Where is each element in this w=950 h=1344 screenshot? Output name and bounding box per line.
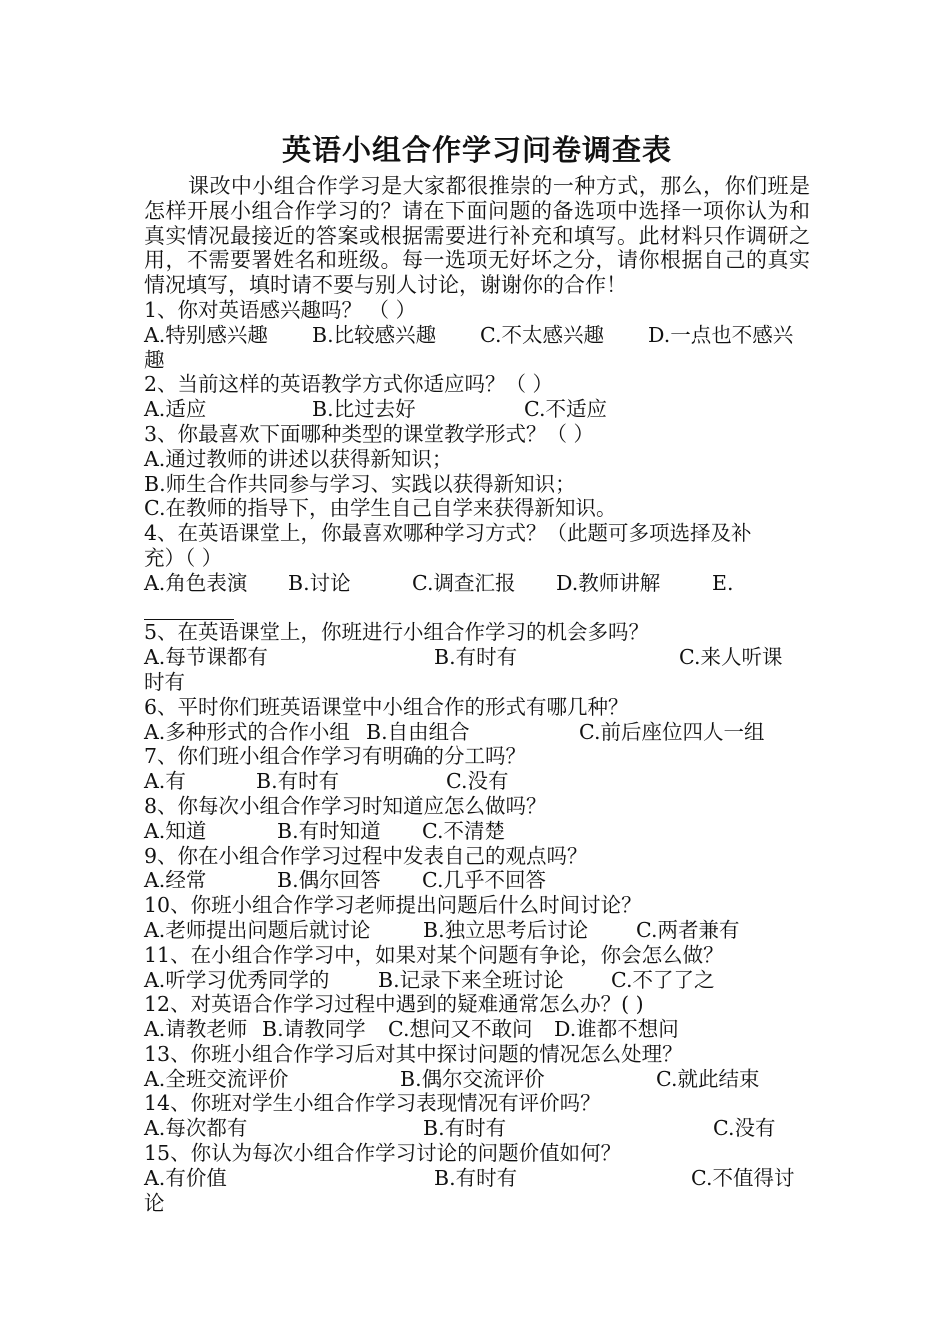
option-c: C.不适应 [524, 397, 607, 422]
question-6: 6、平时你们班英语课堂中小组合作的形式有哪几种？ [144, 694, 629, 719]
question-3-option-b: B.师生合作共同参与学习、实践以获得新知识； [144, 471, 576, 496]
option-e: E. [712, 570, 734, 595]
option-a: A.请教老师 [144, 1017, 248, 1042]
question-13-options [144, 1067, 810, 1092]
question-11-options [144, 968, 810, 993]
option-c: C.来人听课 [679, 645, 783, 670]
option-a: A.有 [144, 769, 186, 794]
fill-in-blank-line[interactable] [144, 596, 234, 621]
question-2-options [144, 397, 810, 422]
question-9: 9、你在小组合作学习过程中发表自己的观点吗？ [144, 843, 588, 868]
option-b: B.记录下来全班讨论 [378, 967, 564, 992]
question-5-options [144, 645, 810, 670]
option-d: D.谁都不想问 [554, 1017, 679, 1042]
option-b: B.偶尔回答 [277, 868, 381, 893]
option-c: C.想问又不敢问 [388, 1017, 533, 1042]
question-15-options [144, 1166, 810, 1191]
question-14: 14、你班对学生小组合作学习表现情况有评价吗？ [144, 1091, 601, 1116]
option-b: B.讨论 [288, 570, 351, 595]
question-12: 12、对英语合作学习过程中遇到的疑难通常怎么办？( ) [144, 992, 644, 1017]
question-4: 4、在英语课堂上，你最喜欢哪种学习方式？（此题可多项选择及补 [144, 521, 752, 546]
option-a: A.经常 [144, 868, 207, 893]
option-b: B.比过去好 [312, 397, 416, 422]
option-c: C.不清楚 [422, 818, 505, 843]
option-a: A.多种形式的合作小组 [144, 719, 350, 744]
option-c: C.前后座位四人一组 [579, 719, 765, 744]
option-b: B.有时有 [434, 1165, 518, 1190]
document-title: 英语小组合作学习问卷调查表 [281, 133, 672, 167]
question-list [144, 298, 810, 1215]
question-1-options-continued: 趣 [144, 347, 165, 372]
option-b: B.有时有 [423, 1116, 507, 1141]
question-1: 1、你对英语感兴趣吗？ （ ） [144, 297, 417, 322]
question-5-options-continued: 时有 [144, 669, 185, 694]
question-6-options [144, 720, 810, 745]
question-8: 8、你每次小组合作学习时知道应怎么做吗？ [144, 793, 547, 818]
option-a: A.每次都有 [144, 1116, 248, 1141]
question-7-options [144, 769, 810, 794]
question-3: 3、你最喜欢下面哪种类型的课堂教学形式？（ ） [144, 421, 595, 446]
option-b: B.独立思考后讨论 [423, 917, 589, 942]
option-c: C.不太感兴趣 [480, 322, 604, 347]
option-d: D.一点也不感兴 [648, 322, 794, 347]
question-15-options-continued: 论 [144, 1190, 165, 1215]
option-a: A.老师提出问题后就讨论 [144, 917, 371, 942]
option-a: A.知道 [144, 818, 207, 843]
question-9-options [144, 868, 810, 893]
question-10: 10、你班小组合作学习老师提出问题后什么时间讨论？ [144, 893, 642, 918]
option-c: C.调查汇报 [412, 570, 516, 595]
option-c: C.不值得讨 [691, 1165, 795, 1190]
option-b: B.有时有 [434, 645, 518, 670]
intro-paragraph: 课改中小组合作学习是大家都很推崇的一种方式，那么，你们班是怎样开展小组合作学习的？请在下面问题的备选项中选择一项你认为和真实情况最接近的答案或根据需要进行补充和填写。此材料只作调研之用，不需要署姓名和班级。每一选项无好坏之分，请你根据自己的真实情况填写，填时请不要与别人讨论，谢谢你的合作！ [144, 174, 810, 298]
option-c: C.两者兼有 [636, 917, 740, 942]
question-15: 15、你认为每次小组合作学习讨论的问题价值如何？ [144, 1141, 622, 1166]
question-2: 2、当前这样的英语教学方式你适应吗？（ ） [144, 372, 554, 397]
option-a: A.听学习优秀同学的 [144, 967, 330, 992]
option-b: B.比较感兴趣 [312, 322, 437, 347]
question-3-option-a: A.通过教师的讲述以获得新知识； [144, 446, 453, 471]
option-b: B.偶尔交流评价 [400, 1066, 545, 1091]
option-b: B.请教同学 [262, 1017, 366, 1042]
document-page [144, 128, 810, 1215]
question-10-options [144, 918, 810, 943]
question-4-options [144, 571, 810, 596]
option-c: C.几乎不回答 [422, 868, 546, 893]
question-13: 13、你班小组合作学习后对其中探讨问题的情况怎么处理？ [144, 1041, 683, 1066]
question-8-options [144, 819, 810, 844]
question-14-options [144, 1116, 810, 1141]
option-c: C.没有 [713, 1116, 776, 1141]
option-b: B.有时知道 [277, 818, 381, 843]
option-c: C.没有 [446, 769, 509, 794]
option-a: A.特别感兴趣 [144, 322, 268, 347]
option-c: C.就此结束 [656, 1066, 760, 1091]
question-11: 11、在小组合作学习中，如果对某个问题有争论，你会怎么做？ [144, 942, 724, 967]
option-d: D.教师讲解 [556, 570, 661, 595]
question-4-continued: 充）（ ） [144, 545, 223, 570]
option-a: A.角色表演 [144, 570, 248, 595]
option-a: A.全班交流评价 [144, 1066, 289, 1091]
question-12-options [144, 1017, 810, 1042]
question-7: 7、你们班小组合作学习有明确的分工吗？ [144, 744, 527, 769]
option-b: B.有时有 [256, 769, 340, 794]
option-c: C.不了了之 [611, 967, 715, 992]
question-3-option-c: C.在教师的指导下，由学生自己自学来获得新知识。 [144, 496, 617, 521]
option-a: A.每节课都有 [144, 645, 268, 670]
question-1-options [144, 323, 810, 348]
option-a: A.有价值 [144, 1165, 227, 1190]
option-b: B.自由组合 [366, 719, 470, 744]
option-a: A.适应 [144, 397, 207, 422]
question-5: 5、在英语课堂上，你班进行小组合作学习的机会多吗？ [144, 620, 650, 645]
